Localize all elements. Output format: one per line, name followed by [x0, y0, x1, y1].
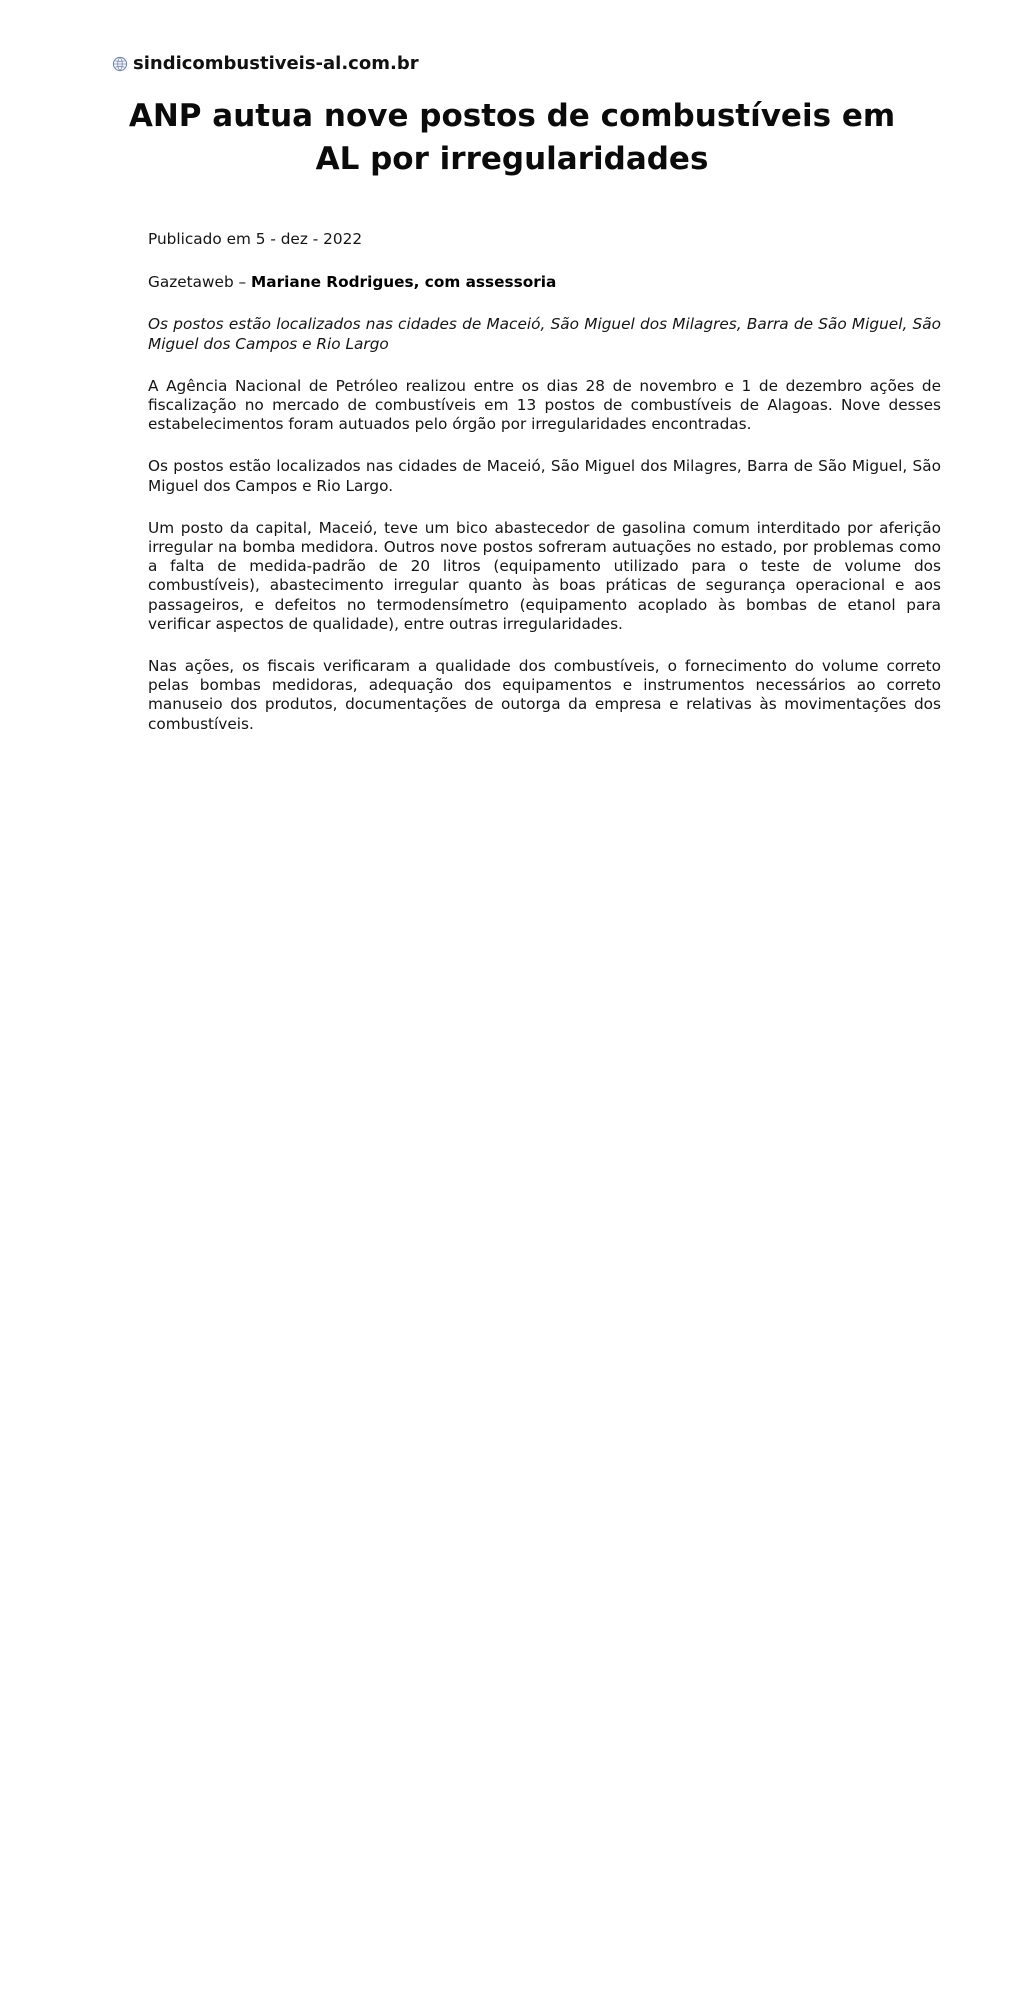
author-name: Mariane Rodrigues, com assessoria — [251, 273, 557, 292]
article-body — [148, 230, 941, 757]
byline — [148, 273, 941, 292]
site-domain: sindicombustiveis-al.com.br — [133, 53, 419, 74]
publication-date: Publicado em 5 - dez - 2022 — [148, 230, 363, 248]
article-paragraph: A Agência Nacional de Petróleo realizou entre os dias 28 de novembro e 1 de dezembro ações de fiscalização no mercado de combustíveis em 13 postos de combustíveis de Alagoas. Nove desses estabelecimentos foram autuados pelo órgão por irregularidades encontradas. — [148, 376, 941, 434]
article-lead: Os postos estão localizados nas cidades de Maceió, São Miguel dos Milagres, Barra de São Miguel, São Miguel dos Campos e Rio Largo — [148, 315, 941, 353]
source-name: Gazetaweb – — [148, 273, 252, 292]
article-paragraph: Um posto da capital, Maceió, teve um bico abastecedor de gasolina comum interditado por aferição irregular na bomba medidora. Outros nove postos sofreram autuações no estado, por problemas como a falta de medida-padrão de 20 litros (equipamento utilizado para o teste de volume dos combustíveis), abastecimento irregular quanto às boas práticas de segurança operacional e aos passageiros, e defeitos no termodensímetro (equipamento acoplado às bombas de etanol para verificar aspectos de qualidade), entre outras irregularidades. — [148, 518, 941, 633]
globe-icon — [112, 56, 128, 72]
article-paragraph: Nas ações, os fiscais verificaram a qualidade dos combustíveis, o fornecimento do volume correto pelas bombas medidoras, adequação dos equipamentos e instrumentos necessários ao correto manuseio dos produtos, documentações de outorga da empresa e relativas às movimentações dos combustíveis. — [148, 657, 941, 733]
site-header — [112, 52, 419, 76]
article-title: ANP autua nove postos de combustíveis em AL por irregularidades — [128, 98, 896, 177]
article-paragraph: Os postos estão localizados nas cidades de Maceió, São Miguel dos Milagres, Barra de São Miguel, São Miguel dos Campos e Rio Largo. — [148, 457, 941, 495]
